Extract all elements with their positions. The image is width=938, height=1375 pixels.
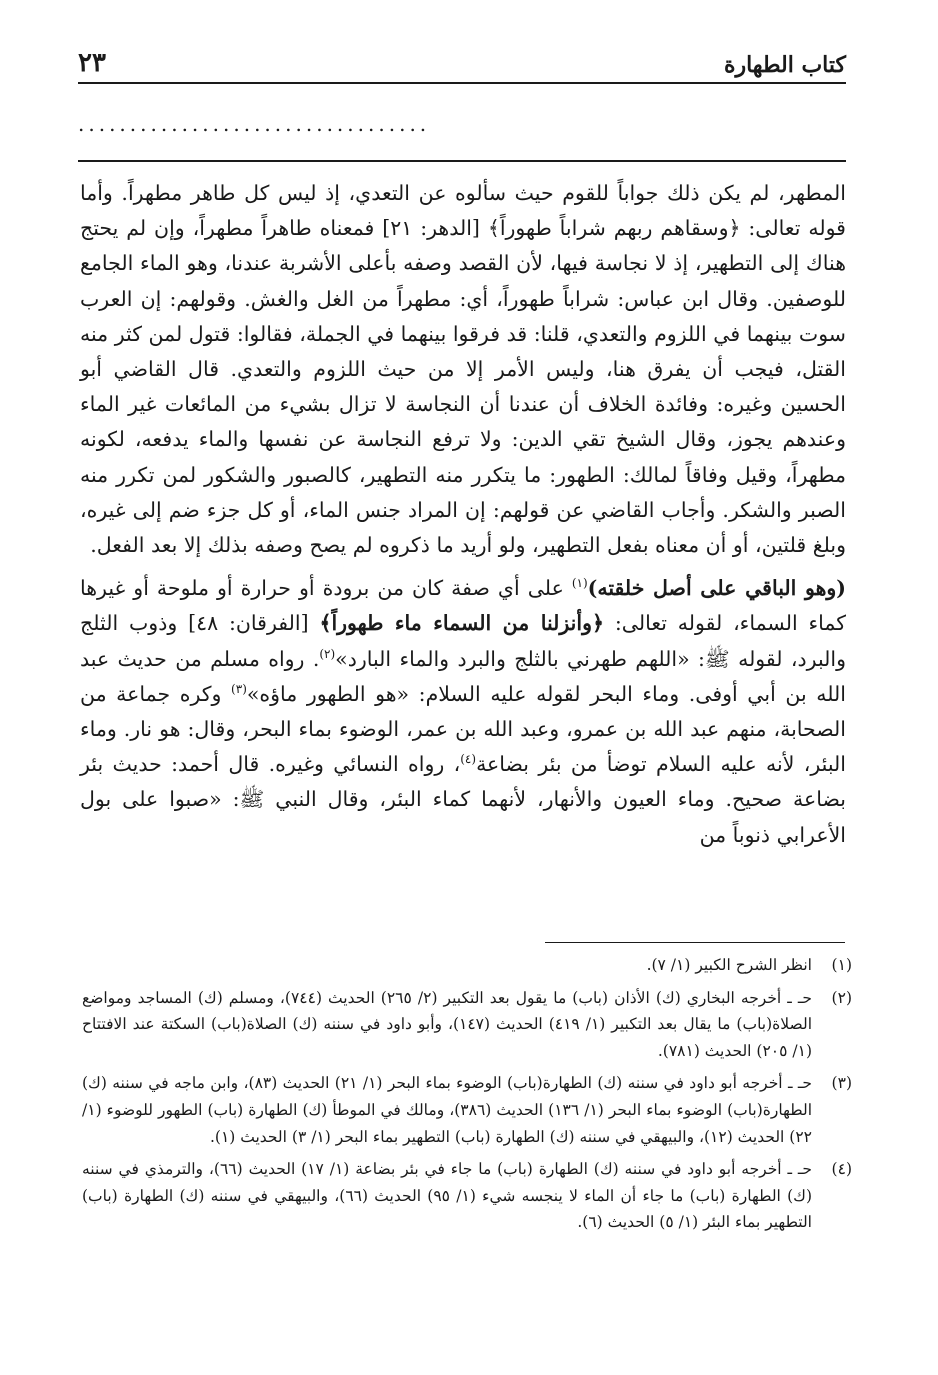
dotted-separator: ..................................	[78, 112, 431, 136]
page-number: ٢٣	[78, 48, 106, 78]
paragraph-2	[80, 571, 846, 853]
main-text	[80, 176, 846, 853]
footnote-text: حـ ـ أخرجه أبو داود في سننه (ك) الطهارة(باب) الوضوء بماء البحر (١/ ٢١) الحديث (٨٣)، وابن ماجه في سننه (ك) الطهارة(باب) الوضوء بماء البحر (١/ ١٣٦) الحديث (٣٨٦)، ومالك في الموطأ (ك) الطهارة (باب) الطهور للوضوء (١/ ٢٢) الحديث (١٢)، والبيهقي في سننه (ك) الطهارة (باب) التطهير بماء البحر (١/ ٣) الحديث (١).	[82, 1074, 813, 1146]
paragraph-2-part-e: ، رواه النسائي وغيره. قال أحمد: حديث بئر بضاعة صحيح. وماء العيون والأنهار، لأنهما كماء البئر، وقال النبي ﷺ: «صبوا على بول الأعرابي ذنوباً من	[80, 752, 846, 847]
footnote-text: انظر الشرح الكبير (١/ ٧).	[646, 956, 812, 974]
footnote	[82, 1070, 852, 1150]
footnote-text: حـ ـ أخرجه البخاري (ك) الأذان (باب) ما يقول بعد التكبير (٢/ ٢٦٥) الحديث (٧٤٤)، ومسلم (ك) المساجد ومواضع الصلاة(باب) ما يقال بعد التكبير (١/ ٤١٩) الحديث (١٤٧)، وأبو داود في سننه (ك) الصلاة(باب) السكتة عند الافتتاح (١/ ٢٠٥) الحديث (٧٨١).	[82, 988, 812, 1060]
footnote	[82, 1156, 852, 1236]
footnote-ref-4: (٤)	[460, 752, 477, 767]
footnote-ref-1: (١)	[571, 576, 588, 591]
paragraph-2-part-b: [الفرقان: ٤٨] وذوب الثلج والبرد، لقوله ﷺ: «اللهم طهرني بالثلج والبرد والماء البارد»	[80, 611, 846, 671]
book-title: كتاب الطهارة	[714, 52, 846, 78]
footnote-ref-3: (٣)	[231, 682, 247, 697]
footnote	[82, 985, 852, 1065]
footnote-number: (٢)	[831, 988, 852, 1007]
footnote-number: (٣)	[831, 1074, 852, 1093]
section-divider	[78, 160, 846, 162]
paragraph-2-part-a: على أي صفة كان من برودة أو حرارة أو ملوحة أو غيرها كماء السماء، لقوله تعالى:	[80, 576, 846, 636]
paragraph-2-part-d: وكره جماعة من الصحابة، منهم عبد الله بن عمرو، وعبد الله بن عمر، الوضوء بماء البحر، وقال: هو نار. وماء البئر، لأنه عليه السلام توضأ من بئر بضاعة	[80, 681, 846, 777]
paragraph-1: المطهر، لم يكن ذلك جواباً للقوم حيث سألوه عن التعدي، إذ ليس كل طاهر مطهراً. وأما قوله تعالى: ﴿وسقاهم ربهم شراباً طهوراً﴾ [الدهر: ٢١] فمعناه طاهراً مطهراً، وإن لم يحتج هناك إلى التطهير، إذ لا نجاسة فيها، لأن القصد وصفه بأعلى الأشربة عندنا، وهو الماء الجامع للوصفين. وقال ابن عباس: شراباً طهوراً، أي: مطهراً من الغل والغش. وقولهم: إن العرب سوت بينهما في اللزوم والتعدي، قلنا: قد فرقوا بينهما في الجملة، فقالوا: قتول لمن كثر منه القتل، فيجب أن يفرق هنا، وليس الأمر إلا من حيث اللزوم والتعدي. قال القاضي أبو الحسين وغيره: وفائدة الخلاف أن عندنا أن النجاسة لا تزال بشيء من المائعات غير الماء وعندهم يجوز، وقال الشيخ تقي الدين: ولا ترفع النجاسة عن نفسها والماء يدفعه، لكونه مطهراً، وقيل وفاقاً لمالك: الطهور: ما يتكرر منه التطهير، كالصبور والشكور لمن تكرر منه الصبر والشكر. وأجاب القاضي عن قولهم: إن المراد جنس الماء، أو كل جزء ضم إلى غيره، وبلغ قلتين، أو أن معناه بفعل التطهير، ولو أريد ما ذكروه لم يصح وصفه بذلك إلا بعد الفعل.	[80, 181, 846, 558]
paragraph-2-part-c: . رواه مسلم من حديث عبد الله بن أبي أوفى. وماء البحر لقوله عليه السلام: «هو الطهور ماؤه»	[80, 646, 846, 706]
quran-verse: ﴿وأنزلنا من السماء ماء طهوراً﴾	[319, 611, 604, 636]
footnote-number: (٤)	[831, 1160, 852, 1179]
footnote-divider	[545, 942, 845, 943]
footnotes	[82, 952, 852, 1242]
matn-heading: (وهو الباقي على أصل خلقته)	[587, 576, 846, 601]
footnote	[82, 952, 852, 979]
footnote-ref-2: (٢)	[319, 646, 336, 661]
footnote-text: حـ ـ أخرجه أبو داود في سننه (ك) الطهارة (باب) ما جاء في بئر بضاعة (١/ ١٧) الحديث (٦٦)، والترمذي في سننه (ك) الطهارة (باب) ما جاء أن الماء لا ينجسه شيء (١/ ٩٥) الحديث (٦٦)، والبيهقي في سننه (ك) الطهارة (باب) التطهير بماء البئر (١/ ٥) الحديث (٦).	[82, 1160, 813, 1232]
footnote-number: (١)	[831, 956, 852, 974]
running-header	[78, 42, 846, 84]
